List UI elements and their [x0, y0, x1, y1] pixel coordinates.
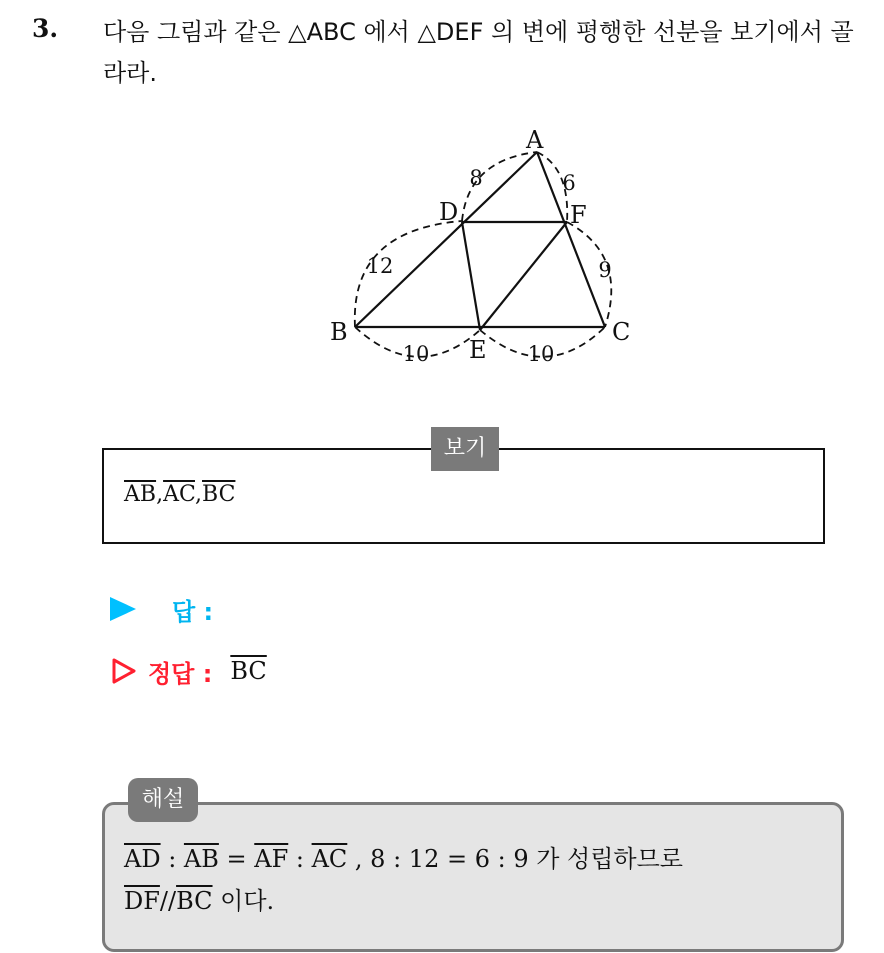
- label-E: E: [469, 336, 487, 364]
- explanation-tab: 해설: [128, 778, 198, 822]
- play-arrow-icon: [110, 597, 136, 621]
- correct-answer-row: [110, 652, 267, 690]
- label-F: F: [570, 201, 587, 229]
- seg-df: $\overline{DF}$: [124, 887, 160, 915]
- length-AD: 8: [469, 166, 483, 190]
- question-text: 다음 그림과 같은 △ABC 에서 △DEF 의 변에 평행한 선분을 보기에서 골라라.: [103, 18, 854, 87]
- bogi-tab: 보기: [431, 427, 499, 471]
- seg-ac: $\overline{AC}$: [311, 845, 348, 873]
- label-D: D: [439, 198, 459, 226]
- bogi-choices: $\overline{AB},\overline{AC},\overline{BC}$: [124, 482, 236, 507]
- label-B: B: [330, 318, 348, 346]
- outline-arrow-icon: [110, 657, 138, 685]
- seg-rest-1: , 8 : 12 = 6 : 9 가 성립하므로: [347, 845, 683, 873]
- choice-ac: $\overline{AC}$: [163, 482, 195, 507]
- seg-colon-1: :: [160, 845, 184, 873]
- length-EC: 10: [527, 342, 555, 366]
- answer-row: [110, 591, 213, 627]
- seg-equals: =: [218, 845, 255, 873]
- seg-ad: $\overline{AD}$: [124, 845, 161, 873]
- seg-rest-2: 이다.: [212, 887, 275, 915]
- seg-ab: $\overline{AB}$: [183, 845, 219, 873]
- triangle-figure: [300, 110, 640, 380]
- seg-bc: $\overline{BC}$: [176, 887, 213, 915]
- seg-af: $\overline{AF}$: [254, 845, 289, 873]
- explanation-text: [124, 838, 824, 922]
- label-A: A: [526, 126, 544, 154]
- correct-label: 정답 :: [148, 659, 213, 688]
- length-DB: 12: [366, 254, 394, 278]
- correct-value: $\overline{BC}$: [230, 657, 267, 685]
- length-BE: 10: [402, 342, 430, 366]
- choice-ab: $\overline{AB}$: [124, 482, 157, 507]
- seg-colon-2: :: [288, 845, 312, 873]
- length-AF: 6: [562, 171, 576, 195]
- length-FC: 9: [598, 258, 612, 282]
- seg-parallel: //: [159, 887, 177, 915]
- question-number: 3.: [32, 14, 59, 43]
- label-C: C: [612, 318, 631, 346]
- choice-bc: $\overline{BC}$: [202, 482, 236, 507]
- answer-label: 답 :: [172, 597, 214, 626]
